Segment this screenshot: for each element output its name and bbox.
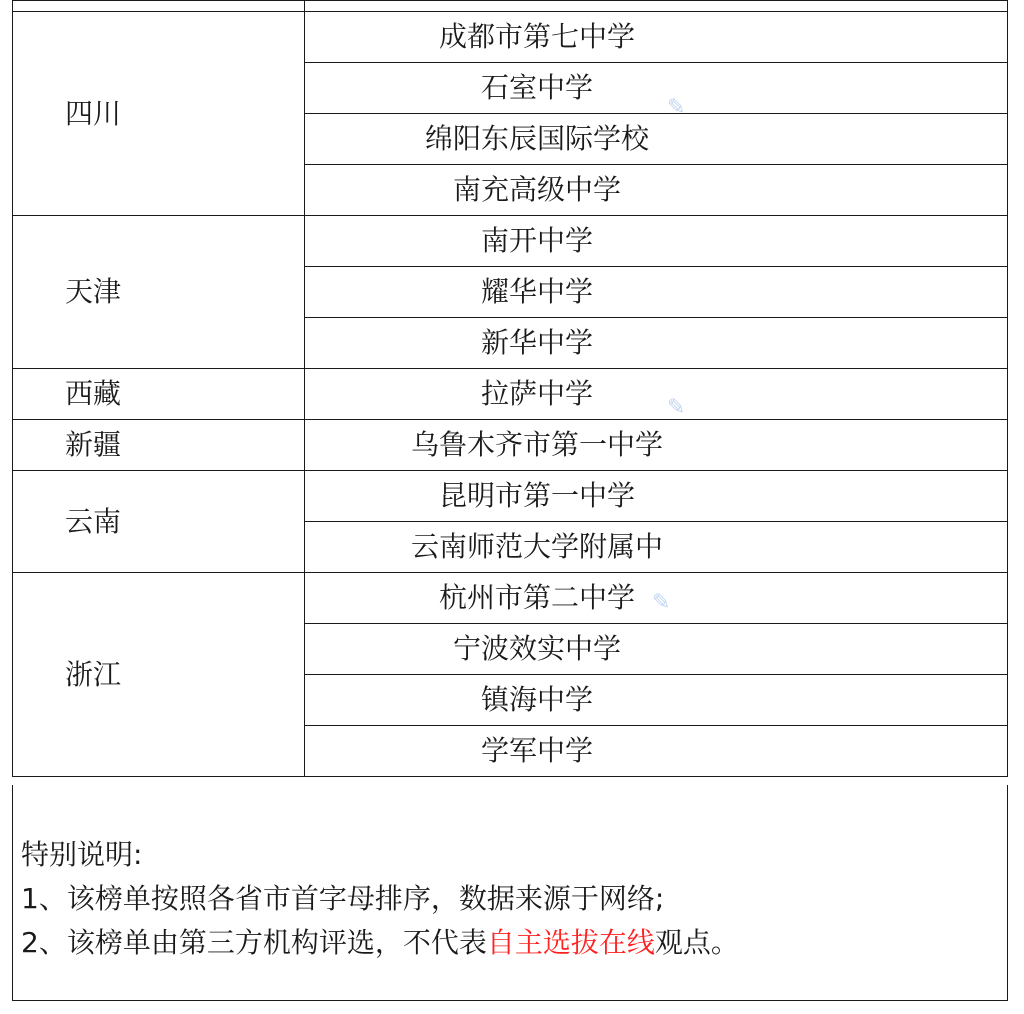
school-cell — [305, 369, 1008, 420]
school-name: 杭州市第二中学 — [438, 581, 635, 614]
school-cell — [305, 675, 1008, 726]
province-cell: 云南 — [13, 471, 305, 573]
notes-line-2-prefix: 2、该榜单由第三方机构评选，不代表 — [21, 926, 487, 959]
province-cell: 四川 — [13, 12, 305, 216]
notes-line-2-suffix: 观点。 — [654, 926, 739, 959]
school-cell — [305, 726, 1008, 777]
school-cell — [305, 12, 1008, 63]
province-cell: 西藏 — [13, 369, 305, 420]
watermark-icon: ✎ — [652, 590, 671, 615]
table-row — [13, 420, 1008, 471]
notes-highlight-link[interactable]: 自主选拔在线 — [486, 926, 655, 959]
school-cell — [305, 114, 1008, 165]
school-cell — [305, 420, 1008, 471]
province-cell: 新疆 — [13, 420, 305, 471]
school-cell — [305, 165, 1008, 216]
school-name: 石室中学 — [480, 71, 593, 104]
table-row — [13, 369, 1008, 420]
school-cell — [305, 216, 1008, 267]
school-cell — [305, 624, 1008, 675]
notes-line-2 — [21, 921, 739, 961]
school-name: 成都市第七中学 — [438, 20, 635, 53]
school-name: 绵阳东辰国际学校 — [424, 122, 649, 155]
notes-line-1: 1、该榜单按照各省市首字母排序，数据来源于网络; — [21, 882, 665, 915]
watermark-icon: ✎ — [667, 95, 686, 120]
school-cell — [305, 573, 1008, 624]
notes-title: 特别说明: — [21, 838, 143, 871]
school-name: 宁波效实中学 — [452, 632, 621, 665]
school-name: 南充高级中学 — [452, 173, 621, 206]
school-table — [12, 0, 1008, 777]
school-name: 南开中学 — [480, 224, 593, 257]
school-cell — [305, 63, 1008, 114]
school-cell — [305, 267, 1008, 318]
school-name: 拉萨中学 — [480, 377, 593, 410]
school-name: 镇海中学 — [480, 683, 593, 716]
school-name: 学军中学 — [480, 734, 593, 767]
special-notes — [12, 785, 1008, 1001]
school-list-document — [12, 0, 1008, 1003]
school-cell — [305, 318, 1008, 369]
province-cell: 浙江 — [13, 573, 305, 777]
school-name: 耀华中学 — [480, 275, 593, 308]
table-row — [13, 12, 1008, 63]
school-cell — [305, 471, 1008, 522]
table-row-partial — [13, 1, 1008, 12]
school-name: 乌鲁木齐市第一中学 — [410, 428, 663, 461]
table-row — [13, 573, 1008, 624]
school-name: 昆明市第一中学 — [438, 479, 635, 512]
province-cell: 天津 — [13, 216, 305, 369]
school-name: 新华中学 — [480, 326, 593, 359]
watermark-icon: ✎ — [667, 395, 686, 420]
school-name: 云南师范大学附属中 — [410, 530, 663, 563]
table-row — [13, 216, 1008, 267]
school-cell — [305, 522, 1008, 573]
table-row — [13, 471, 1008, 522]
